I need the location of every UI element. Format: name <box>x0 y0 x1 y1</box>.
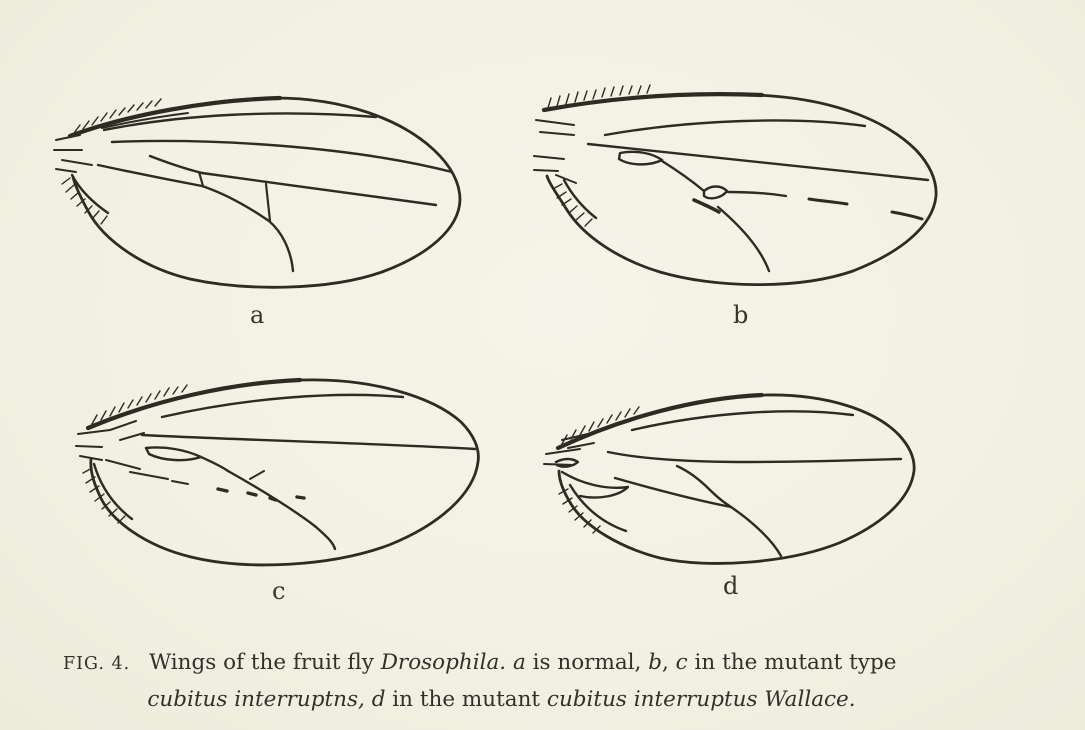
wing-drawing-b <box>520 80 990 340</box>
wing-b-vein2 <box>605 120 865 135</box>
caption-fig-number: FIG. 4. <box>63 654 131 674</box>
caption-segment: in the mutant type <box>687 650 897 675</box>
wing-b-basal-dash <box>694 200 719 212</box>
caption-segment-mutant-1: cubitus interruptns, <box>147 687 372 712</box>
wing-a-basal-upper <box>150 156 202 173</box>
wing-c-basal-cell <box>146 447 201 460</box>
wing-a-posterior-crossvein <box>266 184 270 221</box>
wing-c-alula <box>94 464 132 519</box>
wing-b-outline <box>544 94 936 284</box>
wing-c-costa <box>88 380 300 428</box>
wing-c-vein5 <box>228 471 335 549</box>
caption-line-2 <box>63 682 940 717</box>
wing-d-outline <box>558 395 914 563</box>
caption-line-1 <box>63 645 940 682</box>
caption-segment-species: Drosophila. <box>380 650 513 675</box>
wing-drawing-c <box>50 360 530 620</box>
wing-d-basal-hook <box>562 472 628 498</box>
wing-a-vein3 <box>112 141 452 172</box>
wing-d-base-strokes <box>544 433 594 465</box>
caption-segment: is normal, <box>525 650 649 675</box>
wing-b-knot <box>704 187 727 199</box>
caption-segment: d <box>371 687 386 712</box>
wing-b-connector <box>662 161 704 191</box>
caption-segment: b <box>648 650 662 675</box>
caption-segment: c <box>675 650 688 675</box>
wing-drawing-a <box>40 80 520 340</box>
panel-label-b: b <box>733 301 749 329</box>
figure-caption <box>63 645 940 717</box>
wing-b-basal-cell <box>619 152 662 165</box>
wing-d-alula <box>570 485 626 531</box>
panel-label-c: c <box>272 577 286 605</box>
wing-c-costa-hairs <box>92 385 187 424</box>
caption-segment: Wings of the fruit fly <box>142 650 381 675</box>
wing-c-connector <box>201 457 228 471</box>
wing-a-base-strokes <box>54 135 92 172</box>
caption-segment-mutant-2: cubitus interruptus Wallace. <box>546 687 856 712</box>
wing-c-vein5-tick <box>250 471 264 479</box>
wing-c-vein2 <box>162 395 403 417</box>
wing-d-costa <box>558 395 762 448</box>
wing-b-base-strokes <box>534 120 576 183</box>
wing-a-alula-hairs <box>62 178 107 224</box>
wing-b-vein3 <box>588 144 928 180</box>
caption-segment: in the mutant <box>385 687 547 712</box>
wing-b-vein5 <box>718 207 769 271</box>
wing-drawing-d <box>510 370 970 620</box>
panel-label-a: a <box>250 301 265 329</box>
wing-a-vein5 <box>202 186 293 271</box>
wing-d-vein5-merged <box>731 507 781 556</box>
wing-c-alula-hairs <box>83 468 125 523</box>
panel-label-d: d <box>723 572 739 600</box>
wing-b-vein4-dash1 <box>809 199 847 204</box>
wing-b-vein4-dash2 <box>892 212 922 219</box>
wing-d-vein3 <box>608 452 901 462</box>
wing-d-costa-hairs <box>562 407 639 444</box>
wing-b-vein4-stub <box>728 192 786 196</box>
wing-d-vein2 <box>632 411 853 430</box>
wing-a-costa <box>70 98 280 136</box>
wing-c-vein3 <box>142 435 475 449</box>
caption-segment: a <box>512 650 526 675</box>
caption-segment: , <box>661 650 676 675</box>
